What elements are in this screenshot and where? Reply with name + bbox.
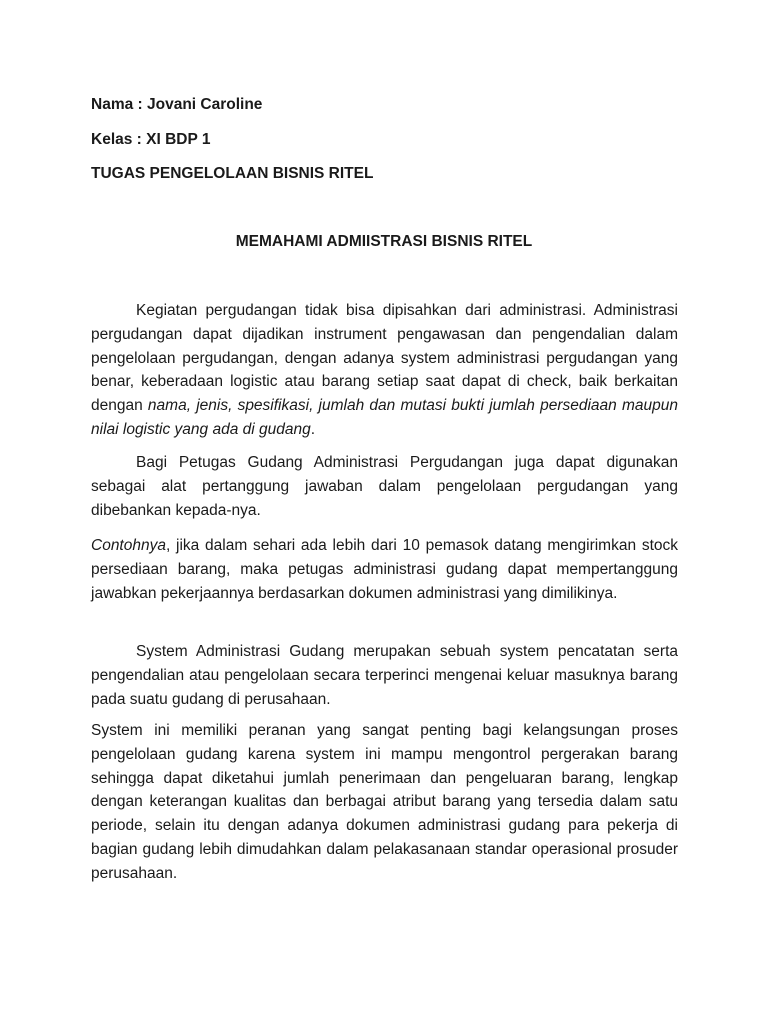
paragraph-1-italic: nama, jenis, spesifikasi, jumlah dan mutasi bukti jumlah persediaan maupun nilai logistic yang ada di gudang [91,397,678,438]
paragraph-5: System ini memiliki peranan yang sangat penting bagi kelangsungan proses pengelolaan gudang karena system ini mampu mengontrol pergerakan barang sehingga dapat diketahui jumlah penerimaan dan pengeluaran barang, lengkap dengan keterangan kualitas dan berbagai atribut barang yang tersedia dalam satu periode, selain itu dengan adanya dokumen administrasi gudang para pekerja di bagian gudang lebih dimudahkan dalam pelakasanaan standar operasional prosuder perusahaan. [91,722,678,882]
student-class: Kelas : XI BDP 1 [91,131,211,148]
paragraph-1 [91,299,678,442]
assignment-title: TUGAS PENGELOLAAN BISNIS RITEL [91,165,374,182]
student-name: Nama : Jovani Caroline [91,96,263,113]
document-title: MEMAHAMI ADMIISTRASI BISNIS RITEL [235,233,533,250]
paragraph-3-text: , jika dalam sehari ada lebih dari 10 pemasok datang mengirimkan stock persediaan barang, maka petugas administrasi gudang dapat mempertanggung jawabkan pekerjaannya berdasarkan dokumen administrasi yang dimilikinya. [91,537,678,602]
paragraph-3-italic: Contohnya [91,537,166,554]
paragraph-2: Bagi Petugas Gudang Administrasi Pergudangan juga dapat digunakan sebagai alat pertanggung jawaban dalam pengelolaan pergudangan yang dibebankan kepada-nya. [91,454,678,519]
paragraph-1-end: . [310,420,316,438]
paragraph-1-text: Kegiatan pergudangan tidak bisa dipisahkan dari administrasi. Administrasi pergudangan dapat dijadikan instrument pengawasan dan pengendalian dalam pengelolaan pergudangan, dengan adanya system administrasi pergudangan yang benar, keberadaan logistic atau barang setiap saat dapat di check, baik berkaitan dengan [91,302,678,415]
paragraph-3 [91,534,678,605]
paragraph-4: System Administrasi Gudang merupakan sebuah system pencatatan serta pengendalian atau pengelolaan secara terperinci mengenai keluar masuknya barang pada suatu gudang di perusahaan. [91,643,678,708]
